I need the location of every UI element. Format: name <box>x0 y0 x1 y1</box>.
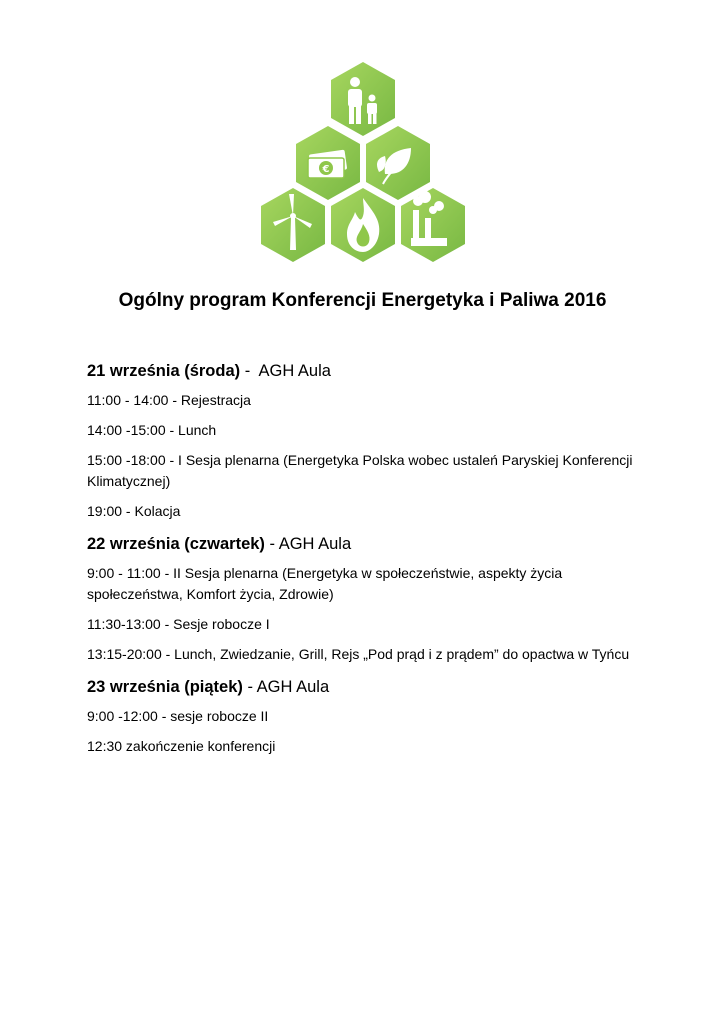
page-title: Ogólny program Konferencji Energetyka i Paliwa 2016 <box>118 290 607 311</box>
hexagon-family <box>331 62 395 136</box>
schedule-item: 11:30-13:00 - Sesje robocze I <box>87 616 270 632</box>
hexagon-factory <box>401 188 465 262</box>
day-section <box>87 531 647 665</box>
hexagon-leaf <box>366 126 430 200</box>
day-separator: - <box>242 678 257 696</box>
day-venue: AGH Aula <box>258 362 331 380</box>
conference-program <box>87 358 647 766</box>
hexagon-flame <box>331 188 395 262</box>
day-separator: - <box>240 362 259 380</box>
day-section <box>87 674 647 757</box>
schedule-item: 9:00 -12:00 - sesje robocze II <box>87 708 269 724</box>
day-section <box>87 358 647 522</box>
day-date: 23 września (piątek) <box>87 678 243 696</box>
day-separator: - <box>264 535 279 553</box>
schedule-item: 14:00 -15:00 - Lunch <box>87 422 217 438</box>
hexagon-money <box>296 126 360 200</box>
day-venue: AGH Aula <box>278 535 352 553</box>
day-header <box>87 531 647 557</box>
hexagon-wind <box>261 188 325 262</box>
day-header <box>87 358 647 384</box>
schedule-item: 13:15-20:00 - Lunch, Zwiedzanie, Grill, Rejs „Pod prąd i z prądem” do opactwa w Tyńcu <box>87 646 630 662</box>
schedule-item: 15:00 -18:00 - I Sesja plenarna (Energetyka Polska wobec ustaleń Paryskiej Konferencji Klimatycznej) <box>87 452 633 489</box>
schedule-item: 9:00 - 11:00 - II Sesja plenarna (Energetyka w społeczeństwie, aspekty życia społeczeństwa, Komfort życia, Zdrowie) <box>87 565 563 602</box>
day-date: 21 września (środa) <box>87 362 241 380</box>
schedule-item: 19:00 - Kolacja <box>87 503 181 519</box>
svg-text:€: € <box>322 164 330 175</box>
schedule-item: 11:00 - 14:00 - Rejestracja <box>87 392 251 408</box>
energy-hexagon-logo <box>255 60 470 265</box>
schedule-item: 12:30 zakończenie konferencji <box>87 738 276 754</box>
day-header <box>87 674 647 700</box>
day-venue: AGH Aula <box>256 678 330 696</box>
day-date: 22 września (czwartek) <box>87 535 265 553</box>
